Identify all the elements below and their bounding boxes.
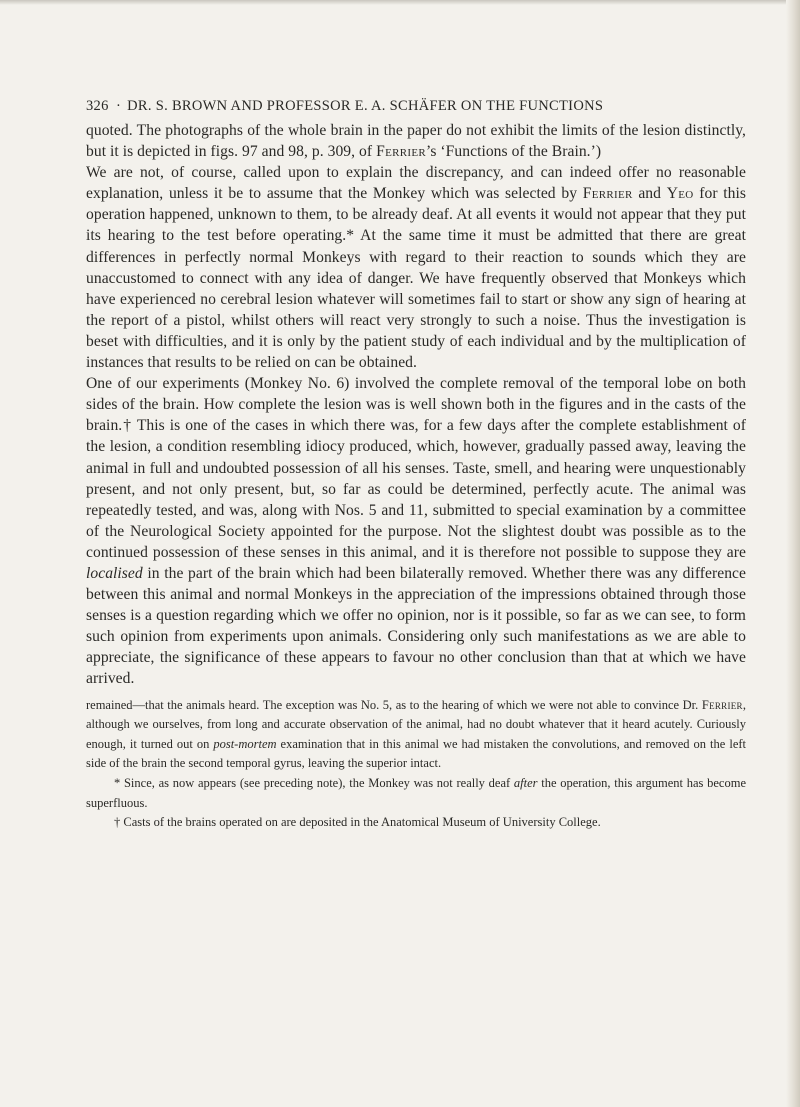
- running-head: [86, 98, 746, 118]
- paragraph-2-text-c: for this operation happened, unknown to them, to be already deaf. At all events it would not appear that they put its hearing to the test before operating.* At the same time it must be admitted that there are great differences in perfectly normal Monkeys with regard to their reaction to sounds which they are unaccustomed to connect with any idea of danger. We have frequently observed that Monkeys which have experienced no cerebral lesion whatever will sometimes fail to start or show any sign of hearing at the report of a pistol, whilst others will react very strongly to such a noise. Thus the investigation is beset with difficulties, and it is only by the patient study of each individual and by the multiplication of instances that results to be relied on can be obtained.: [86, 185, 746, 372]
- emphasis-post-mortem: post-mortem: [213, 736, 277, 751]
- footnote-continued-text-a: remained—that the animals heard. The exception was No. 5, as to the hearing of which we were not able to convince Dr.: [86, 697, 702, 712]
- page-edge-top: [0, 0, 800, 5]
- paragraph-1-text-b: ’s ‘Functions of the Brain.’): [425, 143, 602, 161]
- paragraph-2-text-a: We are not, of course, called upon to explain the discrepancy, and can indeed offer no reasonable explanation, unless it be to assume that the Monkey which was selected by: [86, 164, 746, 203]
- paragraph-1: [86, 120, 746, 162]
- paragraph-3-text-a: One of our experiments (Monkey No. 6) involved the complete removal of the temporal lobe on both sides of the brain. How complete the lesion was is well shown both in the figures and in the casts of the brain.† This is one of the cases in which there was, for a few days after the complete establishment of the lesion, a condition resembling idiocy produced, which, however, gradually passed away, leaving the animal in full and undoubted possession of all his senses. Taste, smell, and hearing were unquestionably present, and not only present, but, so far as could be determined, perfectly acute. The animal was repeatedly tested, and was, along with Nos. 5 and 11, submitted to special examination by a committee of the Neurological Society appointed for the purpose. Not the slightest doubt was possible as to the continued possession of these senses in this animal, and it is therefore not possible to suppose they are: [86, 375, 746, 561]
- paragraph-3: [86, 373, 746, 689]
- paragraph-1-text-a: quoted. The photographs of the whole brain in the paper do not exhibit the limits of the lesion distinctly, but it is depicted in figs. 97 and 98, p. 309, of: [86, 122, 746, 161]
- footnote-author-ferrier: Ferrier: [701, 697, 743, 712]
- paragraph-2-text-b: and: [632, 185, 667, 203]
- body-text: [86, 120, 746, 690]
- paragraph-2: [86, 162, 746, 373]
- footnote-dagger: † Casts of the brains operated on are deposited in the Anatomical Museum of University College.: [114, 815, 601, 830]
- footnote-continued-text-b: , although we ourselves, from long and accurate observation of the animal, had no doubt whatever that it heard acutely. Curiously enough, it turned out on: [86, 697, 746, 751]
- footnote-star-text-a: * Since, as now appears (see preceding note), the Monkey was not really deaf: [114, 775, 514, 790]
- emphasis-after: after: [513, 775, 538, 790]
- running-head-separator: ·: [116, 98, 122, 114]
- emphasis-localised: localised: [86, 564, 143, 582]
- page-edge-right: [786, 0, 800, 1107]
- page: [86, 98, 746, 833]
- footnote-star-text-b: the operation, this argument has become superfluous.: [86, 775, 747, 810]
- page-number: 326: [86, 98, 109, 114]
- footnote-continued: [86, 696, 746, 774]
- running-head-title: DR. S. BROWN AND PROFESSOR E. A. SCHÄFER ON THE FUNCTIONS: [127, 98, 604, 114]
- author-name-ferrier: Ferrier: [582, 185, 633, 203]
- footnote-star: [86, 774, 746, 813]
- footnotes: [86, 696, 746, 833]
- author-name-ferrier: Ferrier: [376, 143, 426, 161]
- author-name-yeo: Yeo: [666, 185, 694, 203]
- paragraph-3-text-b: in the part of the brain which had been bilaterally removed. Whether there was any difference between this animal and normal Monkeys in the appreciation of the impressions obtained through those senses is a question regarding which we offer no opinion, nor is it possible, so far as we can see, to form such opinion from experiments upon animals. Considering only such manifestations as we are able to appreciate, the significance of these appears to favour no other conclusion than that at which we have arrived.: [86, 564, 746, 688]
- footnote-continued-text-c: examination that in this animal we had mistaken the convolutions, and removed on the left side of the brain the second temporal gyrus, leaving the superior intact.: [86, 736, 746, 771]
